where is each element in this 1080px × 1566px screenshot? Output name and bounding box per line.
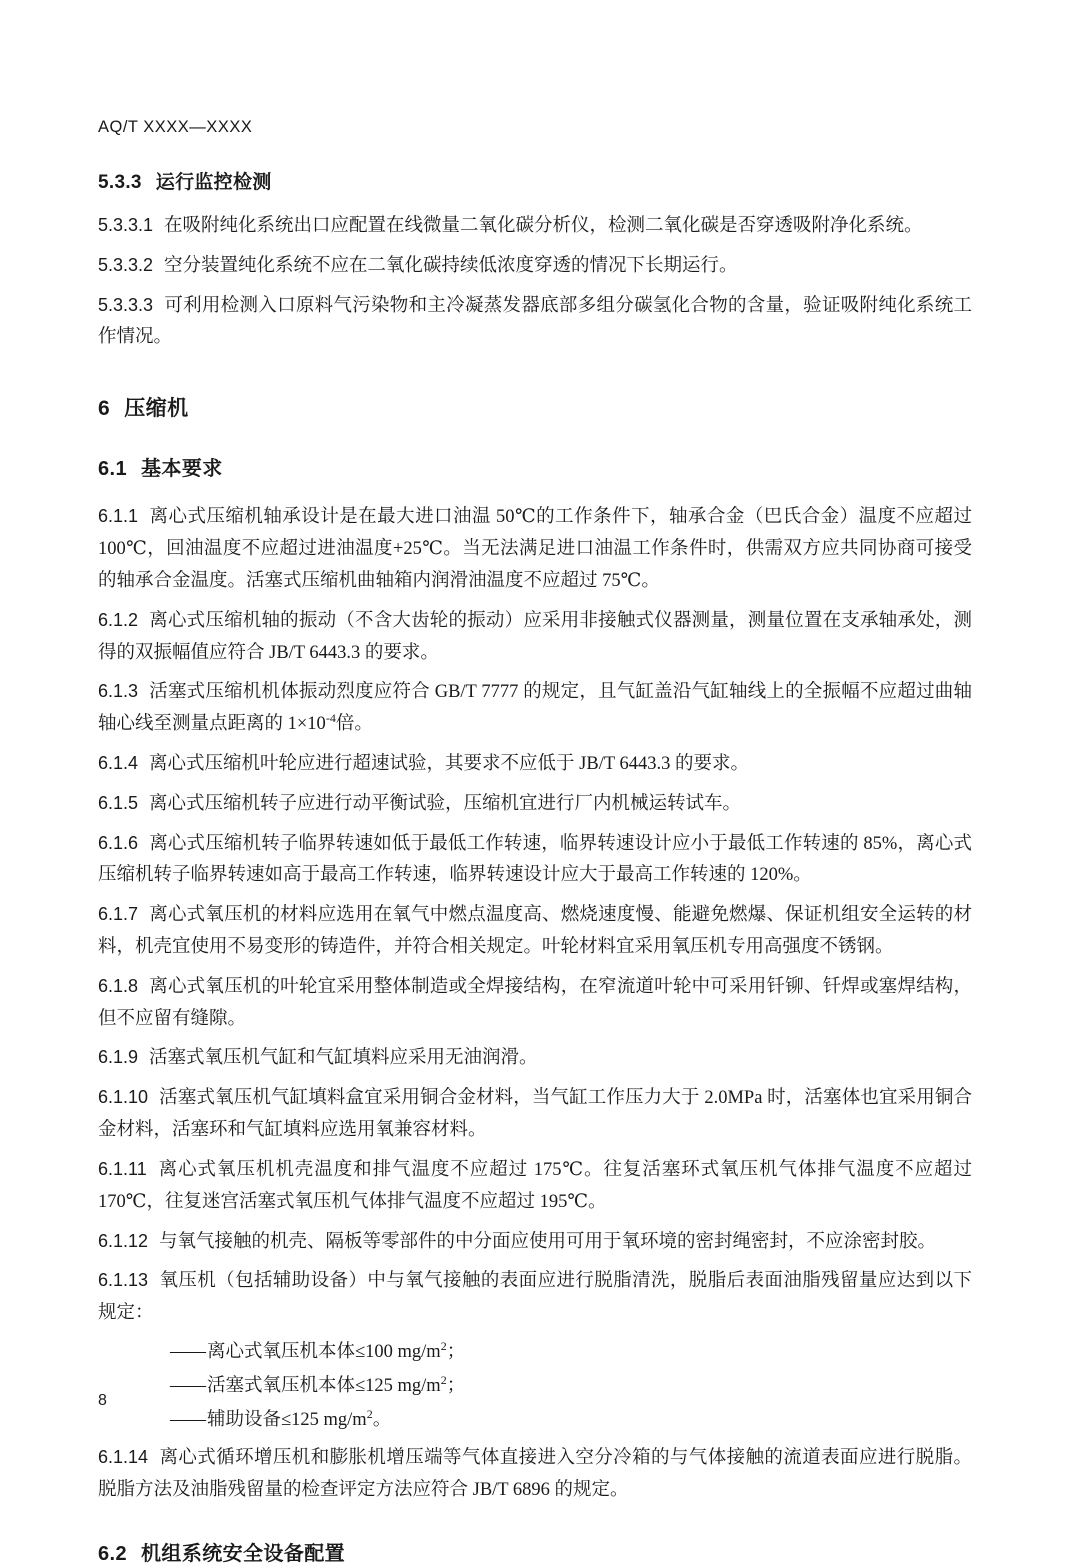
clause-number: 6.1.10 [98,1087,149,1108]
clause-number: 6.1.12 [98,1230,149,1251]
paragraph-6-1-8 [98,971,972,1036]
paragraph-6-1-7 [98,899,972,964]
heading-text: 压缩机 [124,397,189,421]
page-number: 8 [98,1392,107,1409]
list-item-tail: ； [446,1341,466,1362]
clause-number: 6.1.3 [98,681,139,702]
clause-text: 可利用检测入口原料气污染物和主冷凝蒸发器底部多组分碳氢化合物的含量，验证吸附纯化系统工作情况。 [98,295,972,348]
clause-text: 离心式压缩机轴的振动（不含大齿轮的振动）应采用非接触式仪器测量，测量位置在支承轴承处，测得的双振幅值应符合 JB/T 6443.3 的要求。 [98,610,972,663]
clause-number: 6.1.8 [98,975,139,996]
paragraph-6-1-2 [98,605,972,670]
exponent: 2 [440,1372,447,1387]
clause-text: 离心式循环增压机和膨胀机增压端等气体直接进入空分冷箱的与气体接触的流道表面应进行脱脂。脱脂方法及油脂残留量的检查评定方法应符合 JB/T 6896 的规定。 [98,1448,972,1501]
exponent: -4 [325,710,336,725]
heading-number: 6 [98,397,111,421]
heading-number: 6.1 [98,458,128,481]
clause-text: 活塞式压缩机机体振动烈度应符合 GB/T 7777 的规定，且气缸盖沿气缸轴线上的全振幅不应超过曲轴轴心线至测量点距离的 1×10 [98,682,972,735]
clause-number: 6.1.5 [98,792,139,813]
list-dash: —— [170,1341,205,1362]
clause-text: 与氧气接触的机壳、隔板等零部件的中分面应使用可用于氧环境的密封绳密封，不应涂密封胶。 [159,1231,937,1252]
heading-6-2 [98,1537,972,1566]
heading-text: 基本要求 [141,458,223,481]
paragraph-5-3-3-1 [98,210,972,243]
clause-text: 离心式氧压机的材料应选用在氧气中燃点温度高、燃烧速度慢、能避免燃爆、保证机组安全运转的材料，机壳宜使用不易变形的铸造件，并符合相关规定。叶轮材料宜采用氧压机专用高强度不锈钢。 [98,905,972,957]
clause-text: 空分装置纯化系统不应在二氧化碳持续低浓度穿透的情况下长期运行。 [164,255,738,276]
paragraph-6-1-5 [98,788,972,821]
list-item-tail: ； [446,1375,466,1396]
heading-6-1 [98,452,972,481]
clause-number: 6.1.1 [98,506,139,527]
clause-text: 离心式压缩机转子临界转速如低于最低工作转速，临界转速设计应小于最低工作转速的 85%，离心式压缩机转子临界转速如高于最高工作转速，临界转速设计应大于最高工作转速的 120%。 [98,833,972,886]
list-item [170,1337,972,1369]
paragraph-6-1-4 [98,748,972,781]
heading-text: 机组系统安全设备配置 [141,1543,346,1565]
paragraph-6-1-12 [98,1226,972,1259]
clause-number: 5.3.3.1 [98,215,154,235]
list-dash: —— [170,1375,205,1396]
paragraph-6-1-3 [98,676,972,741]
clause-text: 离心式氧压机机壳温度和排气温度不应超过 175℃。往复活塞环式氧压机气体排气温度不应超过 170℃，往复迷宫活塞式氧压机气体排气温度不应超过 195℃。 [98,1159,972,1212]
clause-number: 6.1.9 [98,1047,139,1068]
paragraph-5-3-3-3 [98,290,972,355]
clause-text: 在吸附纯化系统出口应配置在线微量二氧化碳分析仪，检测二氧化碳是否穿透吸附净化系统。 [164,216,923,236]
exponent: 2 [440,1338,447,1353]
paragraph-6-1-6 [98,828,972,893]
heading-5-3-3 [98,167,972,194]
clause-number: 6.1.13 [98,1270,149,1291]
clause-text-tail: 倍。 [335,714,373,735]
clause-text: 活塞式氧压机气缸填料盒宜采用铜合金材料，当气缸工作压力大于 2.0MPa 时，活塞体也宜采用铜合金材料，活塞环和气缸填料应选用氧兼容材料。 [98,1088,972,1141]
clause-text: 离心式压缩机轴承设计是在最大进口油温 50℃的工作条件下，轴承合金（巴氏合金）温度不应超过 100℃，回油温度不应超过进油温度+25℃。当无法满足进口油温工作条件时，供需双方应共同协商可接受的轴承合金温度。活塞式压缩机曲轴箱内润滑油温度不应超过 75℃。 [98,507,972,591]
clause-number: 6.1.2 [98,609,139,630]
list-dash: —— [170,1409,205,1430]
list-6-1-13 [98,1337,972,1436]
list-item-tail: 。 [372,1409,392,1430]
paragraph-6-1-13 [98,1265,972,1330]
clause-text: 离心式压缩机转子应进行动平衡试验，压缩机宜进行厂内机械运转试车。 [149,793,742,814]
list-item [170,1371,972,1403]
clause-number: 6.1.11 [98,1158,147,1179]
clause-text: 离心式压缩机叶轮应进行超速试验，其要求不应低于 JB/T 6443.3 的要求。 [149,753,749,774]
paragraph-6-1-11 [98,1154,972,1219]
paragraph-5-3-3-2 [98,250,972,283]
paragraph-6-1-14 [98,1442,972,1507]
clause-number: 5.3.3.2 [98,254,154,275]
list-item [170,1405,972,1437]
page-header: AQ/T XXXX—XXXX [98,118,253,136]
clause-number: 6.1.7 [98,904,139,925]
list-item-text: 辅助设备≤125 mg/m [207,1409,367,1430]
exponent: 2 [366,1406,373,1421]
clause-number: 6.1.4 [98,752,139,773]
heading-number: 5.3.3 [98,172,142,193]
clause-text: 氧压机（包括辅助设备）中与氧气接触的表面应进行脱脂清洗，脱脂后表面油脂残留量应达到以下规定： [98,1271,972,1324]
clause-number: 5.3.3.3 [98,294,154,315]
paragraph-6-1-1 [98,501,972,597]
paragraph-6-1-10 [98,1082,972,1147]
heading-text: 运行监控检测 [155,172,272,193]
clause-number: 6.1.6 [98,832,139,853]
clause-text: 离心式氧压机的叶轮宜采用整体制造或全焊接结构，在窄流道叶轮中可采用钎铆、钎焊或塞焊结构，但不应留有缝隙。 [98,976,972,1029]
clause-text: 活塞式氧压机气缸和气缸填料应采用无油润滑。 [149,1048,538,1069]
clause-number: 6.1.14 [98,1447,149,1468]
list-item-text: 离心式氧压机本体≤100 mg/m [207,1341,441,1362]
heading-6 [98,392,972,422]
heading-number: 6.2 [98,1543,128,1565]
paragraph-6-1-9 [98,1042,972,1075]
list-item-text: 活塞式氧压机本体≤125 mg/m [207,1375,441,1396]
